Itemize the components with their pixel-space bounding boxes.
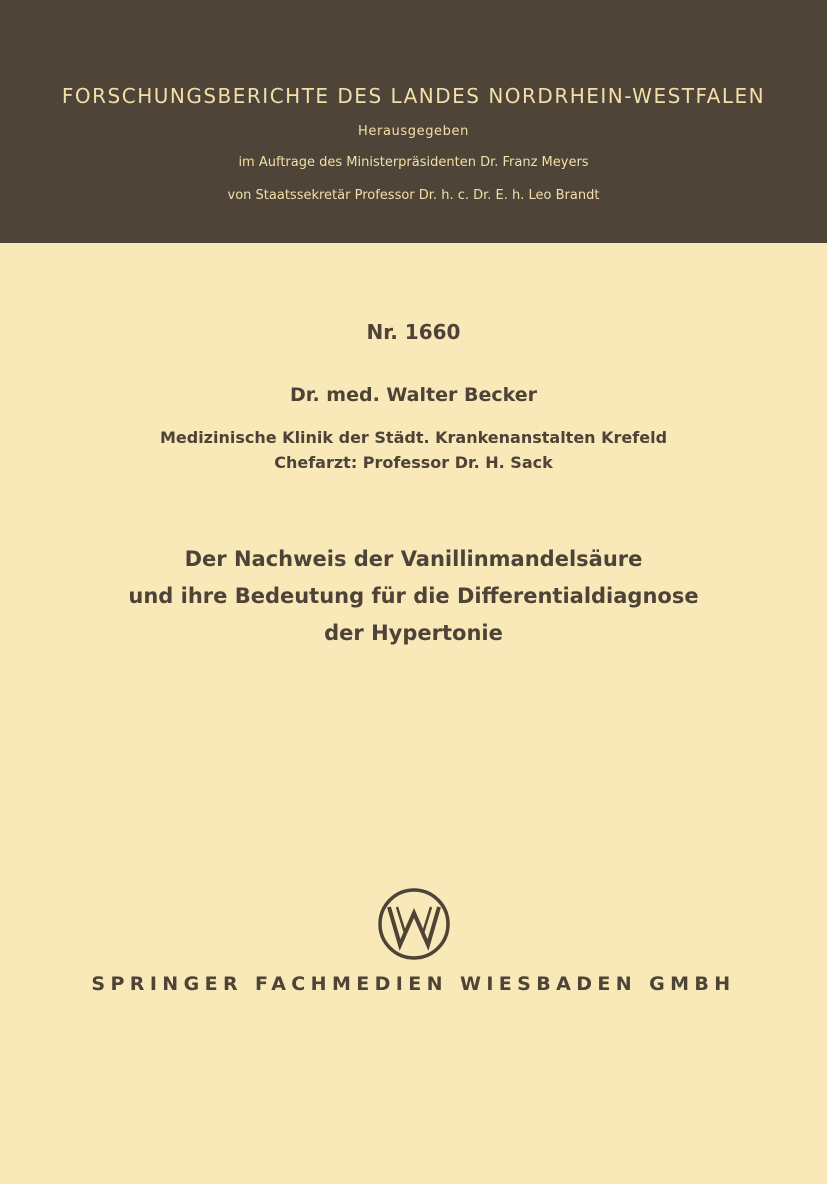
book-title-line-1: Der Nachweis der Vanillinmandelsäure xyxy=(184,547,643,571)
author-name: Dr. med. Walter Becker xyxy=(290,384,537,406)
book-title-line-3: der Hypertonie xyxy=(324,621,503,645)
book-title-line-2: und ihre Bedeutung für die Differentialdiagnose xyxy=(128,584,699,608)
publisher-name: SPRINGER FACHMEDIEN WIESBADEN GMBH xyxy=(91,973,736,995)
editor-line-2: von Staatssekretär Professor Dr. h. c. Dr. E. h. Leo Brandt xyxy=(227,188,600,203)
issue-number: Nr. 1660 xyxy=(366,320,461,344)
author-chief-physician: Chefarzt: Professor Dr. H. Sack xyxy=(274,453,553,472)
editor-line-1: im Auftrage des Ministerpräsidenten Dr. Franz Meyers xyxy=(238,155,589,170)
westdeutscher-verlag-logo-icon xyxy=(377,887,451,961)
header-band xyxy=(0,0,827,243)
author-affiliation: Medizinische Klinik der Städt. Krankenanstalten Krefeld xyxy=(159,428,668,447)
editor-label: Herausgegeben xyxy=(358,124,469,139)
series-title: FORSCHUNGSBERICHTE DES LANDES NORDRHEIN-WESTFALEN xyxy=(61,84,766,108)
